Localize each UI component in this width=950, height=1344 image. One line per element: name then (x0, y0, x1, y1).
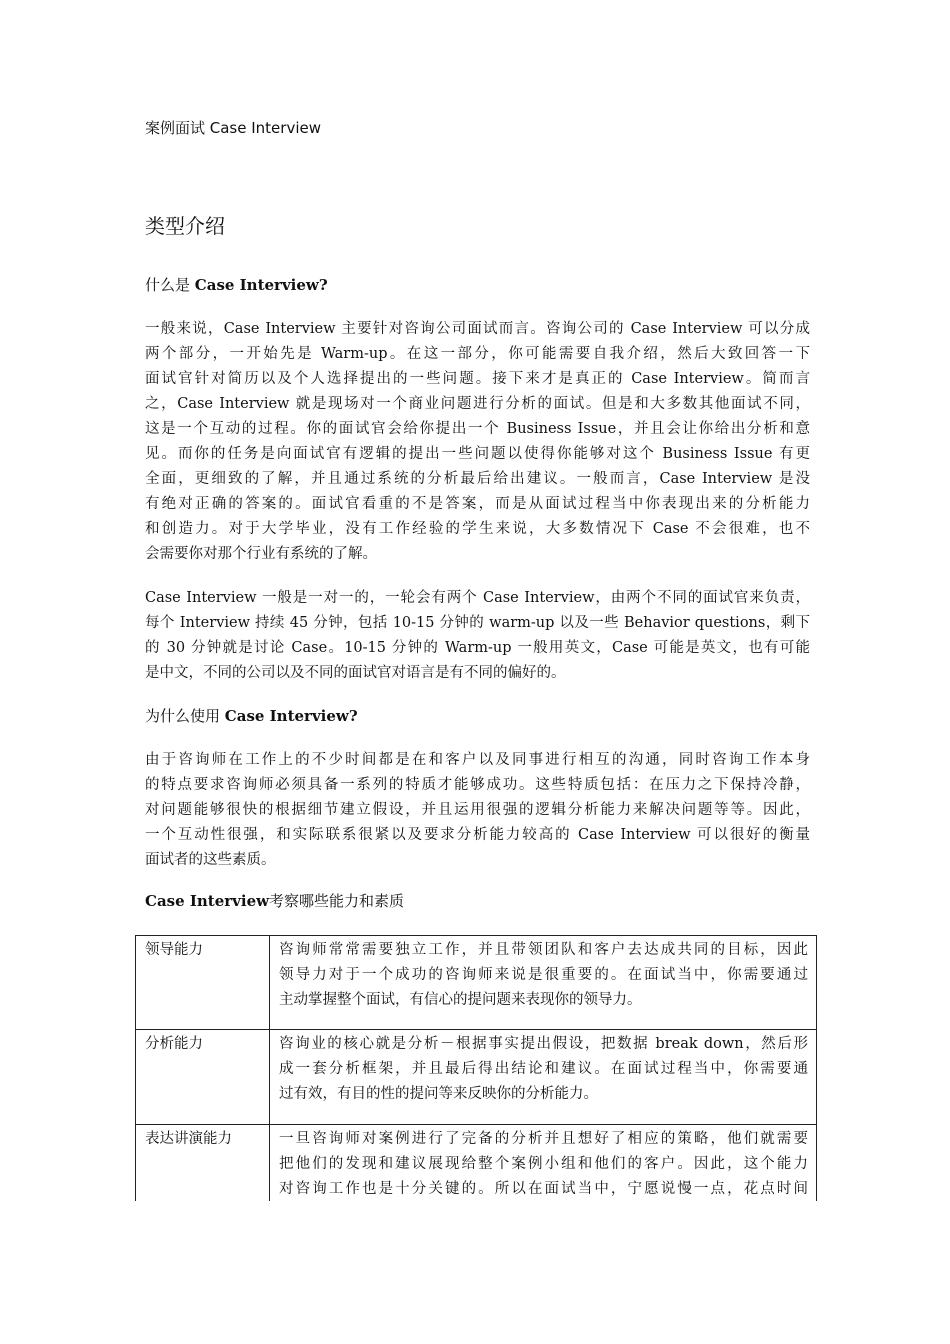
paragraph-line: 的特点要求咨询师必须具备一系列的特质才能够成功。这些特质包括：在压力之下保持冷静， (145, 777, 810, 793)
paragraph-line: 见。而你的任务是向面试官有逻辑的提出一些问题以使得你能够对这个 Business Issue 有更 (145, 446, 810, 462)
description-line: 成一套分析框架，并且最后得出结论和建议。在面试过程当中，你需要通 (279, 1061, 808, 1077)
paragraph-line: 这是一个互动的过程。你的面试官会给你提出一个 Business Issue，并且会让你给出分析和意 (145, 421, 810, 437)
paragraph-line: 的 30 分钟就是讨论 Case。10-15 分钟的 Warm-up 一般用英文，Case 可能是英文，也有可能 (145, 640, 810, 656)
document-title: 案例面试 Case Interview (145, 119, 321, 137)
paragraph-line: 面试者的这些素质。 (145, 852, 276, 868)
question-abilities (145, 890, 404, 912)
question-prefix: 为什么使用 (145, 707, 225, 725)
ability-name-cell: 领导能力 (136, 936, 270, 1030)
paragraph-line: 是中文，不同的公司以及不同的面试官对语言是有不同的偏好的。 (145, 665, 566, 681)
question-bold: Case Interview? (224, 707, 358, 725)
paragraph-intro (145, 317, 810, 567)
paragraph-line: 一个互动性很强，和实际联系很紧以及要求分析能力较高的 Case Interview 可以很好的衡量 (145, 827, 810, 843)
paragraph-line: 会需要你对那个行业有系统的了解。 (145, 546, 377, 562)
paragraph-format (145, 586, 810, 686)
table-row (136, 936, 817, 1030)
description-line: 对咨询工作也是十分关键的。所以在面试当中，宁愿说慢一点，花点时间 (279, 1181, 808, 1197)
paragraph-line: 面试官针对简历以及个人选择提出的一些问题。接下来才是真正的 Case Interview。简而言 (145, 371, 810, 387)
paragraph-line: 每个 Interview 持续 45 分钟，包括 10-15 分钟的 warm-up 以及一些 Behavior questions，剩下 (145, 615, 810, 631)
description-line: 把他们的发现和建议展现给整个案例小组和他们的客户。因此，这个能力 (279, 1156, 808, 1172)
table-row (136, 1030, 817, 1125)
description-line: 过有效，有目的性的提问等来反映你的分析能力。 (279, 1086, 598, 1102)
paragraph-line: 对问题能够很快的根据细节建立假设，并且运用很强的逻辑分析能力来解决问题等等。因此， (145, 802, 810, 818)
paragraph-line: Case Interview 一般是一对一的，一轮会有两个 Case Interview，由两个不同的面试官来负责， (145, 590, 810, 606)
section-heading: 类型介绍 (145, 214, 225, 238)
paragraph-line: 两个部分，一开始先是 Warm-up。在这一部分，你可能需要自我介绍，然后大致回答一下 (145, 346, 810, 362)
description-line: 一旦咨询师对案例进行了完备的分析并且想好了相应的策略，他们就需要 (279, 1131, 808, 1147)
ability-description-cell (270, 1030, 817, 1125)
question-prefix: 什么是 (145, 276, 195, 294)
question-bold: Case Interview? (194, 276, 328, 294)
paragraph-line: 全面，更细致的了解，并且通过系统的分析最后给出建议。一般而言，Case Interview 是没 (145, 471, 810, 487)
paragraph-line: 有绝对正确的答案的。面试官看重的不是答案，而是从面试过程当中你表现出来的分析能力 (145, 496, 810, 512)
question-bold: Case Interview (145, 892, 270, 910)
paragraph-line: 和创造力。对于大学毕业，没有工作经验的学生来说，大多数情况下 Case 不会很难，也不 (145, 521, 810, 537)
question-what-is-case-interview (145, 274, 328, 296)
question-why-case-interview (145, 705, 358, 727)
description-line: 咨询师常常需要独立工作，并且带领团队和客户去达成共同的目标，因此 (279, 942, 808, 958)
description-line: 主动掌握整个面试，有信心的提问题来表现你的领导力。 (279, 992, 642, 1008)
description-line: 咨询业的核心就是分析－根据事实提出假设，把数据 break down，然后形 (279, 1036, 808, 1052)
description-line: 领导力对于一个成功的咨询师来说是很重要的。在面试当中，你需要通过 (279, 967, 808, 983)
ability-description-cell (270, 936, 817, 1030)
abilities-table (135, 935, 817, 1215)
paragraph-line: 由于咨询师在工作上的不少时间都是在和客户以及同事进行相互的沟通，同时咨询工作本身 (145, 752, 810, 768)
paragraph-line: 之，Case Interview 就是现场对一个商业问题进行分析的面试。但是和大多数其他面试不同， (145, 396, 810, 412)
page-bottom-margin (0, 1201, 950, 1344)
paragraph-reasons (145, 748, 810, 873)
ability-name-cell: 分析能力 (136, 1030, 270, 1125)
ability-name-cell: 表达讲演能力 (136, 1125, 270, 1215)
question-suffix: 考察哪些能力和素质 (269, 892, 405, 910)
paragraph-line: 一般来说，Case Interview 主要针对咨询公司面试而言。咨询公司的 Case Interview 可以分成 (145, 321, 810, 337)
